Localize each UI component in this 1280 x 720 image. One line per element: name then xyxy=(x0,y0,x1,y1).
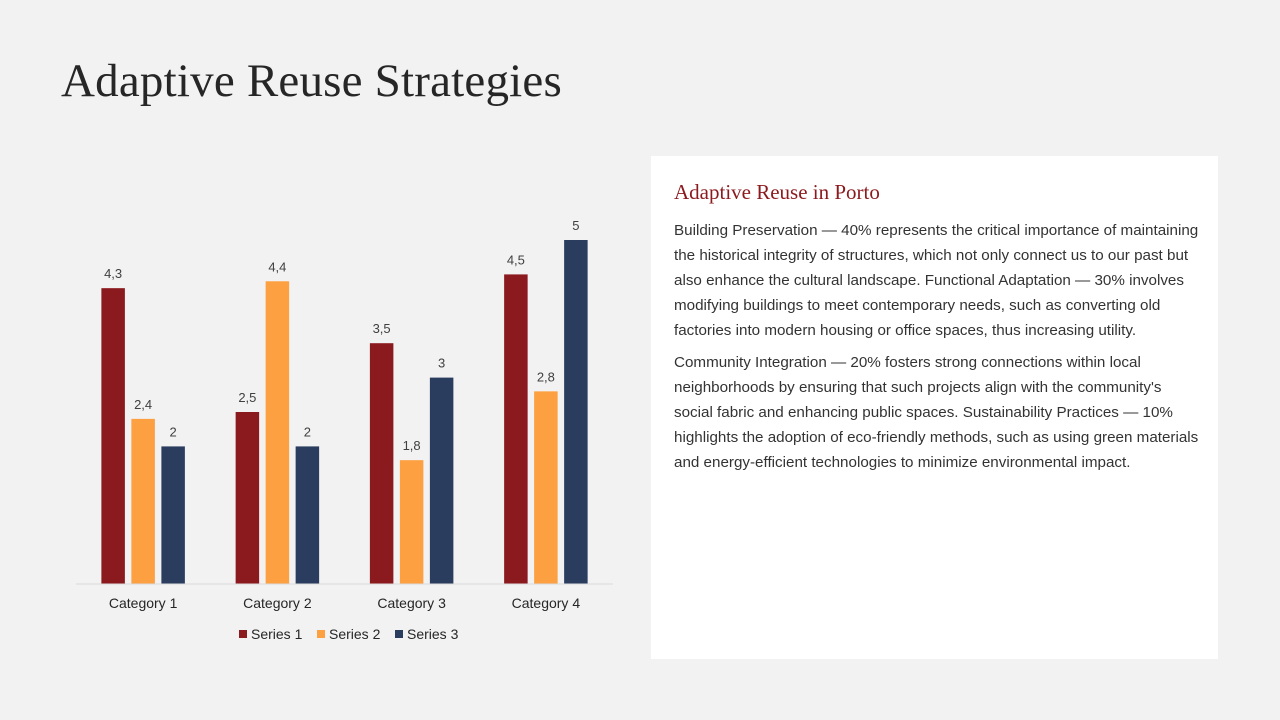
data-label: 2,5 xyxy=(238,390,257,405)
data-label: 5 xyxy=(572,218,580,233)
x-tick-label: Category 1 xyxy=(108,595,178,611)
bar xyxy=(101,288,125,584)
bar xyxy=(266,281,290,584)
bar xyxy=(400,460,424,584)
bar xyxy=(131,419,155,584)
info-panel xyxy=(651,156,1218,659)
legend-label: Series 3 xyxy=(407,626,459,642)
bar xyxy=(534,391,558,584)
data-label: 2,8 xyxy=(536,369,555,385)
data-label: 4,3 xyxy=(104,266,123,282)
panel-body xyxy=(674,218,1202,482)
bar xyxy=(504,274,528,584)
legend-swatch xyxy=(317,630,325,638)
data-label: 2 xyxy=(169,424,177,440)
bar xyxy=(370,343,394,584)
x-tick-label: Category 4 xyxy=(511,595,581,611)
bar xyxy=(161,446,185,584)
x-tick-label: Category 2 xyxy=(243,595,312,611)
data-label: 2 xyxy=(303,424,311,440)
data-label: 2,4 xyxy=(134,396,153,412)
data-label: 1,8 xyxy=(402,438,421,454)
bar xyxy=(430,378,454,584)
data-label: 3 xyxy=(438,355,446,371)
data-label: 4,4 xyxy=(268,259,287,275)
slide-title: Adaptive Reuse Strategies xyxy=(61,55,562,107)
x-tick-label: Category 3 xyxy=(377,595,446,611)
panel-paragraph: Building Preservation — 40% represents the critical importance of maintaining the historical integrity of structures, which not only connect us to our past but also enhance the cultural landscape. Functional Adaptation — 30% involves modifying buildings to meet contemporary needs, such as converting old factories into modern housing or office spaces, thus increasing utility. xyxy=(674,222,1199,339)
panel-title: Adaptive Reuse in Porto xyxy=(674,180,880,204)
legend-swatch xyxy=(395,630,403,638)
panel-paragraph: Community Integration — 20% fosters strong connections within local neighborhoods by ensuring that such projects align with the community's social fabric and enhancing public spaces. Sustainability Practices — 10% highlights the adoption of eco-friendly methods, such as using green materials and energy-efficient technologies to minimize environmental impact. xyxy=(674,354,1199,471)
legend-label: Series 2 xyxy=(329,626,381,642)
bar xyxy=(296,446,320,584)
legend-swatch xyxy=(239,630,247,638)
data-label: 4,5 xyxy=(506,252,525,268)
legend-label: Series 1 xyxy=(251,626,303,642)
bar xyxy=(564,240,588,584)
bar xyxy=(236,412,260,584)
data-label: 3,5 xyxy=(372,321,391,337)
